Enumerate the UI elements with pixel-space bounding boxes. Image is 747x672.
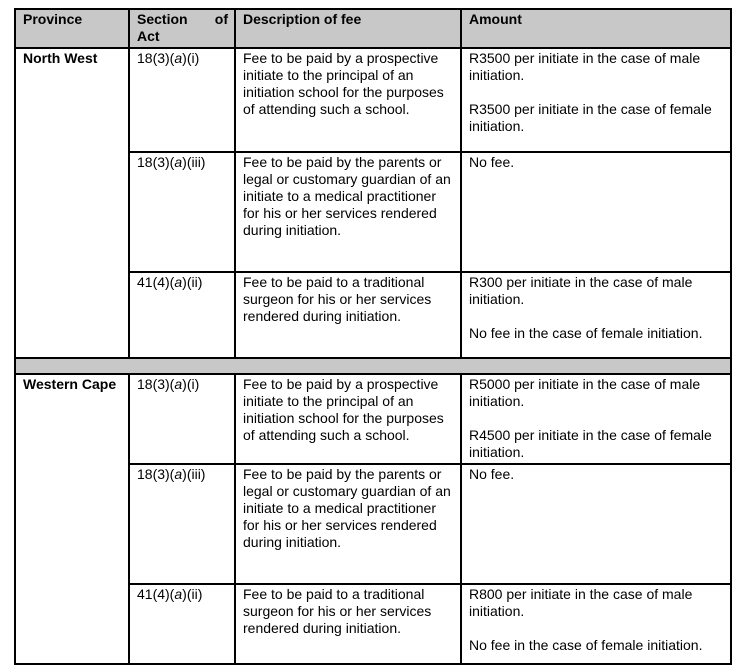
section-cell: 41(4)(a)(ii) (129, 584, 235, 664)
province-cell: Western Cape (15, 374, 129, 664)
amount-cell: R3500 per initiate in the case of male initiation. R3500 per initiate in the case of female initiation. (461, 48, 731, 152)
amount-cell: No fee. (461, 464, 731, 584)
section-cell: 18(3)(a)(iii) (129, 152, 235, 272)
header-amount: Amount (461, 9, 731, 48)
separator-cell (15, 358, 731, 374)
section-cell: 18(3)(a)(i) (129, 48, 235, 152)
separator-row (15, 358, 731, 374)
description-cell: Fee to be paid by the parents or legal or customary guardian of an initiate to a medical practitioner for his or her services rendered during initiation. (235, 152, 461, 272)
description-cell: Fee to be paid to a traditional surgeon for his or her services rendered during initiation. (235, 272, 461, 358)
description-cell: Fee to be paid to a traditional surgeon for his or her services rendered during initiation. (235, 584, 461, 664)
description-cell: Fee to be paid by a prospective initiate to the principal of an initiation school for the purposes of attending such a school. (235, 48, 461, 152)
description-cell: Fee to be paid by a prospective initiate to the principal of an initiation school for the purposes of attending such a school. (235, 374, 461, 464)
amount-cell: R5000 per initiate in the case of male initiation. R4500 per initiate in the case of female initiation. (461, 374, 731, 464)
section-cell: 18(3)(a)(iii) (129, 464, 235, 584)
header-description: Description of fee (235, 9, 461, 48)
province-cell: North West (15, 48, 129, 358)
amount-cell: No fee. (461, 152, 731, 272)
section-cell: 41(4)(a)(ii) (129, 272, 235, 358)
header-row (15, 9, 731, 48)
amount-cell: R300 per initiate in the case of male initiation. No fee in the case of female initiation. (461, 272, 731, 358)
header-section-word: Section (137, 11, 188, 27)
fee-table (14, 8, 732, 665)
header-section-of: of (214, 11, 228, 27)
section-cell: 18(3)(a)(i) (129, 374, 235, 464)
table-row (15, 374, 731, 464)
header-section-act: Act (137, 28, 160, 44)
header-province: Province (15, 9, 129, 48)
header-section (129, 9, 235, 48)
description-cell: Fee to be paid by the parents or legal or customary guardian of an initiate to a medical practitioner for his or her services rendered during initiation. (235, 464, 461, 584)
amount-cell: R800 per initiate in the case of male initiation. No fee in the case of female initiation. (461, 584, 731, 664)
table-row (15, 48, 731, 152)
